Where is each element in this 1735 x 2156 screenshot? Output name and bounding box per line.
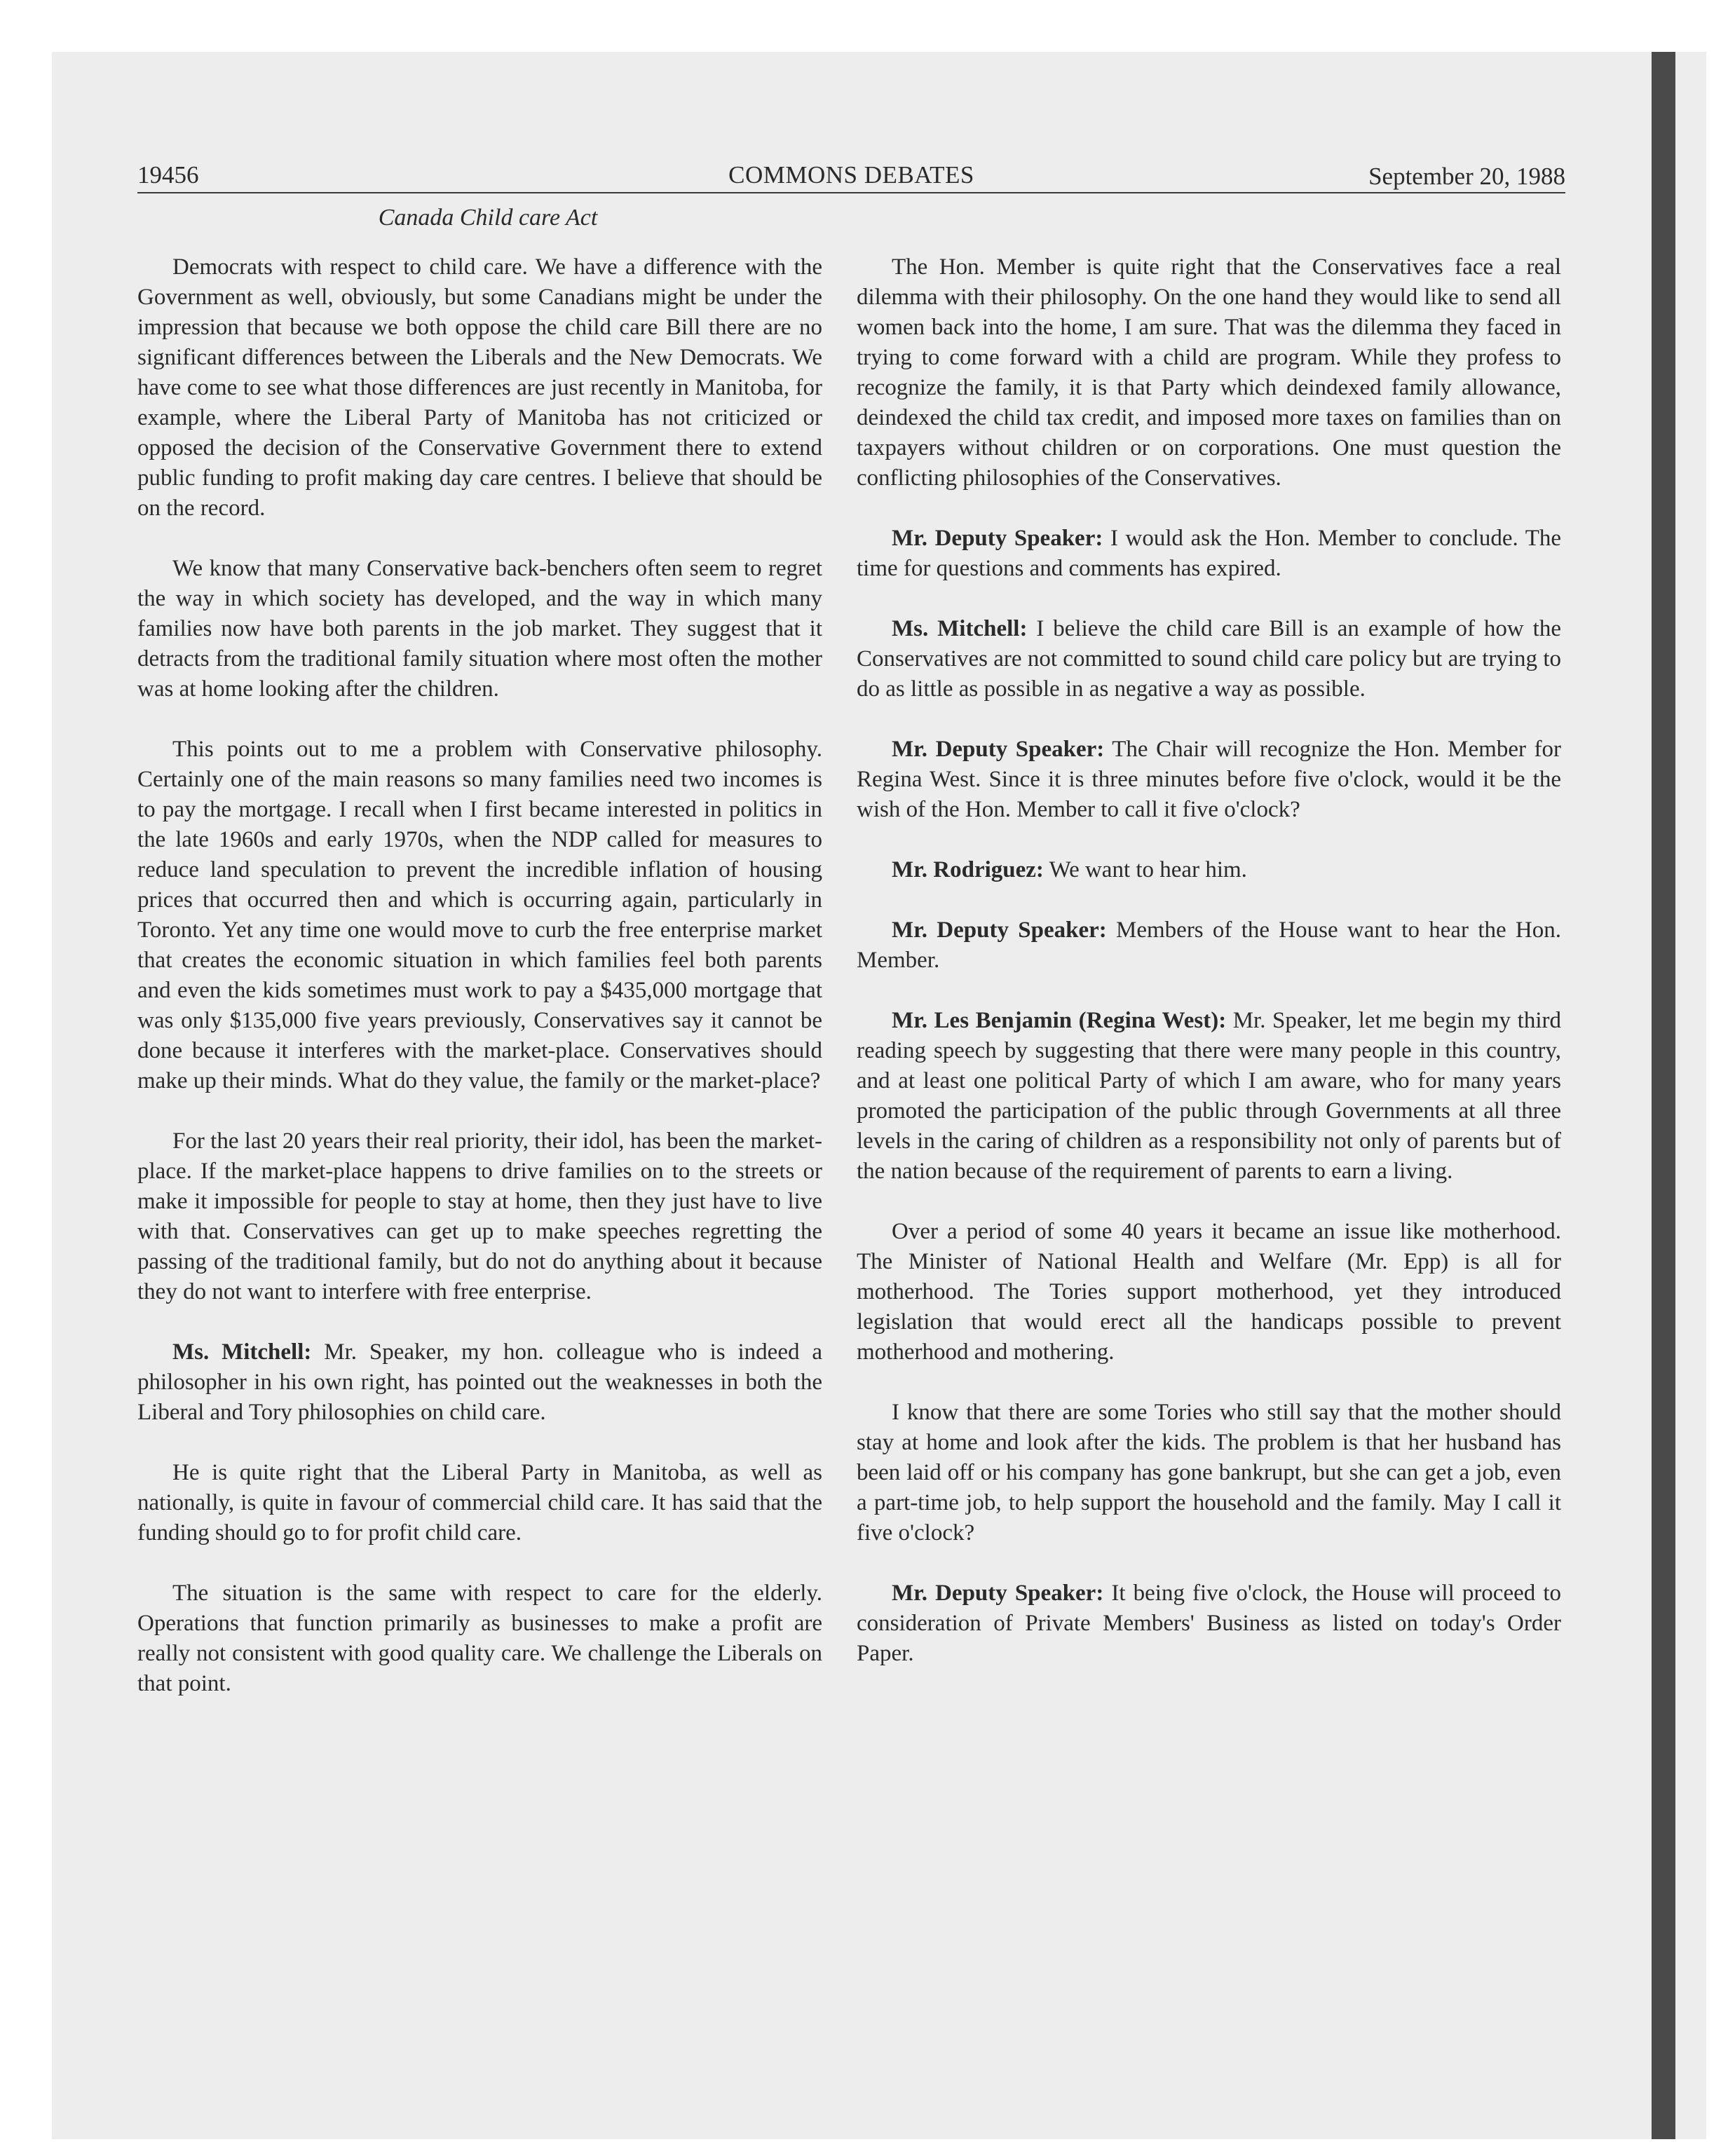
paragraph-text: We want to hear him.	[1049, 857, 1247, 882]
paragraph	[857, 614, 1561, 704]
paragraph-text: The situation is the same with respect to care for the elderly. Operations that function primarily as businesses to make a profit are really not consistent with good quality care. We challenge the Liberals on that point.	[137, 1581, 822, 1696]
paragraph	[137, 1337, 822, 1428]
speaker-name: Mr. Deputy Speaker:	[892, 526, 1103, 551]
paragraph	[137, 735, 822, 1096]
paragraph	[857, 915, 1561, 976]
paragraph-text: Democrats with respect to child care. We have a difference with the Government as well, obviously, but some Canadians might be under the impression that because we both oppose the child care Bill there are no significant differences between the Liberals and the New Democrats. We have come to see what those differences are just recently in Manitoba, for example, where the Liberal Party of Manitoba has not criticized or opposed the decision of the Conservative Government there to extend public funding to profit making day care centres. I believe that should be on the record.	[137, 254, 822, 521]
paragraph-text: I believe the child care Bill is an example of how the Conservatives are not committed to sound child care policy but are trying to do as little as possible in as negative a way as possible.	[857, 616, 1561, 702]
paragraph	[857, 1398, 1561, 1548]
paragraph	[137, 1458, 822, 1548]
paragraph	[857, 1578, 1561, 1669]
speaker-name: Mr. Rodriguez:	[892, 857, 1044, 882]
left-column	[137, 252, 822, 1729]
paragraph-text: Over a period of some 40 years it became an issue like motherhood. The Minister of National Health and Welfare (Mr. Epp) is all for motherhood. The Tories support motherhood, yet they introduced legislation that would erect all the handicaps possible to prevent motherhood and mothering.	[857, 1219, 1561, 1365]
page-date: September 20, 1988	[1368, 163, 1565, 190]
paragraph	[857, 524, 1561, 584]
paragraph	[137, 1578, 822, 1699]
speaker-name: Ms. Mitchell:	[172, 1339, 312, 1365]
speaker-name: Mr. Les Benjamin (Regina West):	[892, 1008, 1227, 1033]
page-number: 19456	[137, 161, 199, 189]
paragraph-text: For the last 20 years their real priority, their idol, has been the market-place. If the market-place happens to drive families on to the streets or make it impossible for people to stay at home, then they just have to live with that. Conservatives can get up to make speeches regretting the passing of the traditional family, but do not do anything about it because they do not want to interfere with free enterprise.	[137, 1128, 822, 1304]
paragraph	[137, 252, 822, 524]
paragraph-text: He is quite right that the Liberal Party in Manitoba, as well as nationally, is quite in favour of commercial child care. It has said that the funding should go to for profit child care.	[137, 1460, 822, 1546]
page-header	[137, 156, 1565, 193]
paragraph-text: Mr. Speaker, my hon. colleague who is indeed a philosopher in his own right, has pointed out the weaknesses in both the Liberal and Tory philosophies on child care.	[137, 1339, 822, 1425]
paragraph-text: It being five o'clock, the House will proceed to consideration of Private Members' Business as listed on today's Order Paper.	[857, 1581, 1561, 1666]
paragraph	[137, 554, 822, 704]
paragraph	[857, 1006, 1561, 1187]
paragraph	[857, 252, 1561, 493]
speaker-name: Ms. Mitchell:	[892, 616, 1028, 641]
header-rule	[137, 192, 1565, 193]
publication-title: COMMONS DEBATES	[728, 161, 974, 189]
scan-edge-bar	[1652, 52, 1675, 2139]
paragraph-text: Members of the House want to hear the Hon. Member.	[857, 917, 1561, 973]
paragraph	[137, 1126, 822, 1307]
paragraph	[857, 1217, 1561, 1367]
running-title: Canada Child care Act	[378, 205, 598, 231]
paragraph-text: The Hon. Member is quite right that the Conservatives face a real dilemma with their philosophy. On the one hand they would like to send all women back into the home, I am sure. That was the dilemma they faced in trying to come forward with a child are program. While they profess to recognize the family, it is that Party which deindexed family allowance, deindexed the child tax credit, and imposed more taxes on families than on taxpayers without children or on corporations. One must question the conflicting philosophies of the Conservatives.	[857, 254, 1561, 491]
paragraph	[857, 735, 1561, 825]
paragraph	[857, 855, 1561, 885]
right-column	[857, 252, 1561, 1699]
speaker-name: Mr. Deputy Speaker:	[892, 917, 1107, 943]
paragraph-text: This points out to me a problem with Conservative philosophy. Certainly one of the main reasons so many families need two incomes is to pay the mortgage. I recall when I first became interested in politics in the late 1960s and early 1970s, when the NDP called for measures to reduce land speculation to prevent the incredible inflation of housing prices that occurred then and which is occurring again, particularly in Toronto. Yet any time one would move to curb the free enterprise market that creates the economic situation in which families feel both parents and even the kids sometimes must work to pay a $435,000 mortgage that was only $135,000 five years previously, Conservatives say it cannot be done because it interferes with the market-place. Conservatives should make up their minds. What do they value, the family or the market-place?	[137, 737, 822, 1093]
speaker-name: Mr. Deputy Speaker:	[892, 737, 1105, 762]
paragraph-text: We know that many Conservative back-benchers often seem to regret the way in which society has developed, and the way in which many families now have both parents in the job market. They suggest that it detracts from the traditional family situation where most often the mother was at home looking after the children.	[137, 556, 822, 702]
paragraph-text: Mr. Speaker, let me begin my third reading speech by suggesting that there were many people in this country, and at least one political Party of which I am aware, who for many years promoted the participation of the public through Governments at all three levels in the caring of children as a responsibility not only of parents but of the nation because of the requirement of parents to earn a living.	[857, 1008, 1561, 1184]
speaker-name: Mr. Deputy Speaker:	[892, 1581, 1104, 1606]
paragraph-text: I would ask the Hon. Member to conclude. The time for questions and comments has expired.	[857, 526, 1562, 581]
paragraph-text: I know that there are some Tories who still say that the mother should stay at home and look after the kids. The problem is that her husband has been laid off or his company has gone bankrupt, but she can get a job, even a part-time job, to help support the household and the family. May I call it five o'clock?	[857, 1400, 1561, 1546]
paragraph-text: The Chair will recognize the Hon. Member for Regina West. Since it is three minutes before five o'clock, would it be the wish of the Hon. Member to call it five o'clock?	[857, 737, 1562, 822]
